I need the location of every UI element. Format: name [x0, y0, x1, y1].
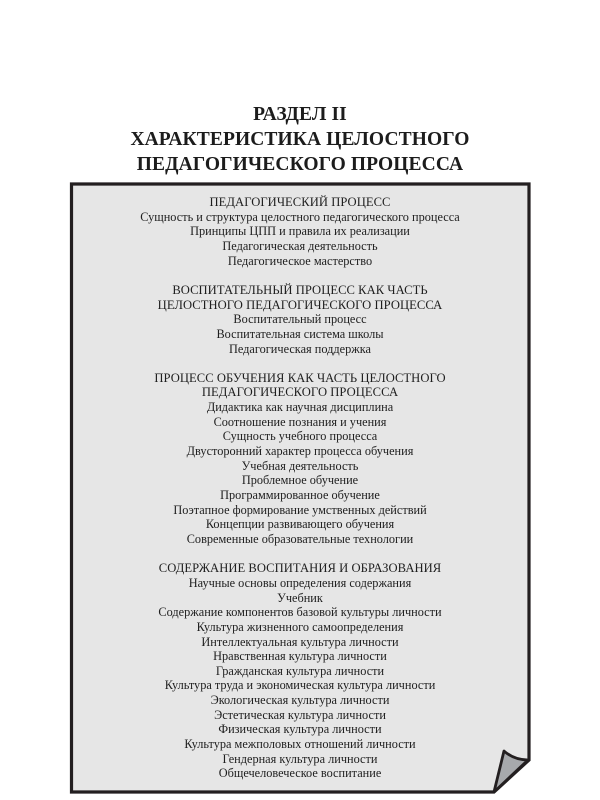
section-heading: ПЕДАГОГИЧЕСКОГО ПРОЦЕССА — [201, 385, 399, 400]
list-item: Дидактика как научная дисциплина — [206, 400, 394, 415]
list-item: Учебная деятельность — [241, 458, 359, 473]
part-label: РАЗДЕЛ II — [253, 104, 347, 125]
list-item: Научные основы определения содержания — [188, 575, 412, 590]
list-item: Концепции развивающего обучения — [205, 517, 395, 532]
section-content-of-education — [74, 561, 526, 781]
section-heading: ПРОЦЕСС ОБУЧЕНИЯ КАК ЧАСТЬ ЦЕЛОСТНОГО — [154, 370, 446, 385]
section-heading: ЦЕЛОСТНОГО ПЕДАГОГИЧЕСКОГО ПРОЦЕССА — [157, 297, 443, 312]
list-item: Экологическая культура личности — [210, 693, 390, 708]
list-item: Гендерная культура личности — [222, 751, 378, 766]
list-item: Современные образовательные технологии — [186, 531, 414, 546]
section-upbringing-process — [74, 283, 526, 356]
list-item: Соотношение познания и учения — [213, 414, 387, 429]
list-item: Интеллектуальная культура личности — [201, 634, 399, 649]
section-heading: СОДЕРЖАНИЕ ВОСПИТАНИЯ И ОБРАЗОВАНИЯ — [158, 561, 442, 576]
list-item: Принципы ЦПП и правила их реализации — [190, 224, 410, 239]
list-item: Гражданская культура личности — [215, 663, 385, 678]
list-item: Двусторонний характер процесса обучения — [186, 444, 414, 459]
list-item: Воспитательная система школы — [216, 326, 384, 341]
list-item: Культура жизненного самоопределения — [196, 619, 404, 634]
section-heading: ПЕДАГОГИЧЕСКИЙ ПРОЦЕСС — [209, 195, 391, 209]
list-item: Культура межполовых отношений личности — [184, 737, 416, 752]
list-item: Физическая культура личности — [218, 722, 382, 737]
list-item: Программированное обучение — [220, 488, 380, 502]
list-item: Поэтапное формирование умственных действий — [173, 502, 427, 517]
list-item: Педагогическая поддержка — [228, 341, 372, 356]
list-item: Педагогическое мастерство — [227, 253, 373, 268]
section-learning-process — [74, 371, 526, 547]
list-item: Эстетическая культура личности — [214, 707, 386, 722]
list-item: Нравственная культура личности — [213, 649, 387, 664]
list-item: Содержание компонентов базовой культуры личности — [158, 605, 442, 620]
part-title-line: ХАРАКТЕРИСТИКА ЦЕЛОСТНОГО — [130, 129, 470, 150]
list-item: Общечеловеческое воспитание — [218, 766, 382, 781]
list-item: Учебник — [277, 590, 323, 605]
part-title-line: ПЕДАГОГИЧЕСКОГО ПРОЦЕССА — [136, 154, 464, 175]
section-heading: ВОСПИТАТЕЛЬНЫЙ ПРОЦЕСС КАК ЧАСТЬ — [172, 282, 428, 297]
list-item: Сущность и структура целостного педагогического процесса — [140, 209, 460, 224]
list-item: Проблемное обучение — [241, 473, 359, 488]
section-pedagogical-process — [74, 195, 526, 268]
list-item: Педагогическая деятельность — [222, 238, 378, 253]
list-item: Культура труда и экономическая культура личности — [164, 678, 436, 693]
list-item: Воспитательный процесс — [233, 312, 367, 327]
list-item: Сущность учебного процесса — [222, 429, 378, 444]
contents-list — [74, 195, 526, 796]
